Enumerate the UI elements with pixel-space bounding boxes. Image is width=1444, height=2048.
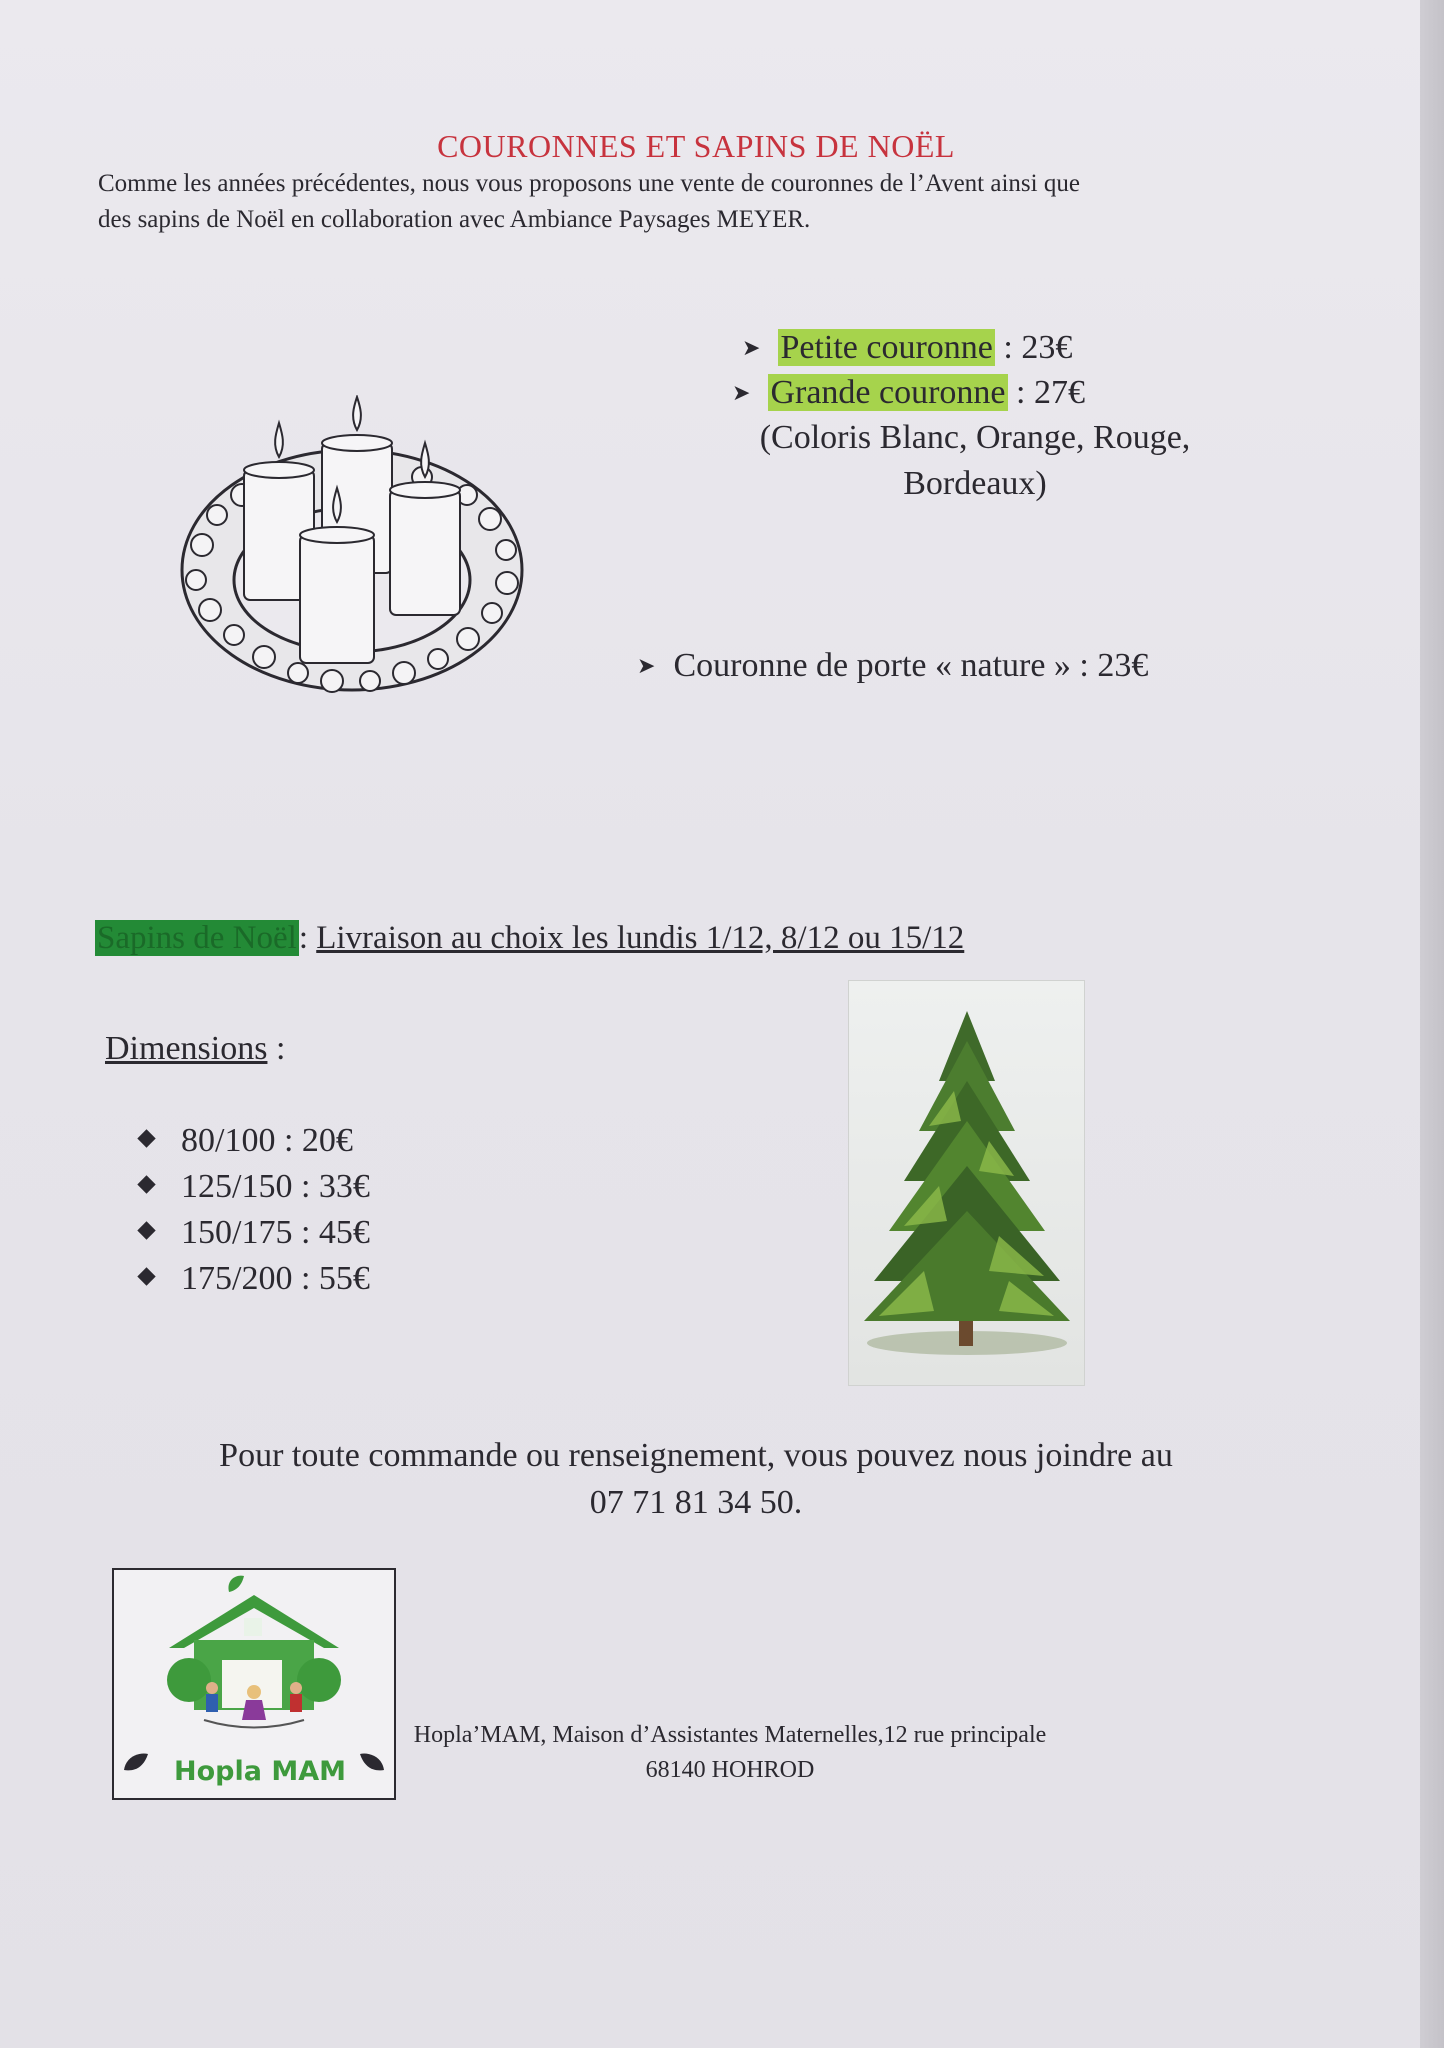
list-item: 150/175 : 45€ xyxy=(140,1210,370,1256)
petite-couronne-label: Petite couronne xyxy=(780,329,993,366)
colors-line-2: Bordeaux) xyxy=(903,465,1047,502)
diamond-bullet-icon xyxy=(137,1129,155,1147)
arrow-bullet-icon: ➤ xyxy=(637,653,656,678)
colors-note xyxy=(690,415,1260,507)
dimensions-label: Dimensions xyxy=(105,1030,268,1067)
diamond-bullet-icon xyxy=(137,1267,155,1285)
sapins-label: Sapins de Noël xyxy=(97,920,297,956)
intro-line-2: des sapins de Noël en collaboration avec Ambiance Paysages MEYER. xyxy=(98,206,811,233)
phone-number: 07 71 81 34 50. xyxy=(589,1484,803,1521)
list-item: 125/150 : 33€ xyxy=(140,1164,370,1210)
address-block xyxy=(380,1718,1080,1788)
sapins-heading xyxy=(95,920,964,957)
address-line-1: Hopla’MAM, Maison d’Assistantes Maternelles,12 rue principale xyxy=(413,1722,1047,1748)
page-title: COURONNES ET SAPINS DE NOËL xyxy=(437,128,955,164)
christmas-tree-illustration xyxy=(848,980,1085,1386)
list-item: 175/200 : 55€ xyxy=(140,1256,370,1302)
address-line-2: 68140 HOHROD xyxy=(645,1757,815,1783)
delivery-text: Livraison au choix les lundis 1/12, 8/12 ou 15/12 xyxy=(316,920,965,956)
couronne-porte-text: Couronne de porte « nature » : 23€ xyxy=(673,647,1149,684)
list-item: 80/100 : 20€ xyxy=(140,1118,370,1164)
sapins-colon: : xyxy=(298,920,308,956)
diamond-bullet-icon xyxy=(137,1175,155,1193)
grande-couronne-price: : 27€ xyxy=(1007,374,1085,411)
logo-text: Hopla MAM xyxy=(174,1756,346,1787)
contact-line: Pour toute commande ou renseignement, vous pouvez nous joindre au xyxy=(219,1437,1173,1474)
intro-paragraph xyxy=(98,166,1298,238)
arrow-bullet-icon: ➤ xyxy=(732,380,751,405)
petite-couronne-price: : 23€ xyxy=(994,329,1073,366)
contact-block xyxy=(0,1432,1392,1526)
intro-line-1: Comme les années précédentes, nous vous proposons une vente de couronnes de l’Avent ainsi que xyxy=(98,170,1080,197)
arrow-bullet-icon: ➤ xyxy=(742,335,761,360)
price-item-grande xyxy=(732,370,1085,415)
dimensions-colon: : xyxy=(267,1030,286,1067)
price-item-porte xyxy=(637,643,1148,688)
page-edge xyxy=(1420,0,1444,2048)
advent-wreath-illustration xyxy=(172,395,537,715)
colors-line-1: (Coloris Blanc, Orange, Rouge, xyxy=(759,419,1191,456)
hopla-mam-logo xyxy=(112,1568,396,1800)
dimensions-heading xyxy=(105,1030,285,1068)
diamond-bullet-icon xyxy=(137,1221,155,1239)
grande-couronne-label: Grande couronne xyxy=(770,374,1006,411)
dimensions-list xyxy=(140,1118,370,1302)
price-item-petite xyxy=(742,325,1072,370)
